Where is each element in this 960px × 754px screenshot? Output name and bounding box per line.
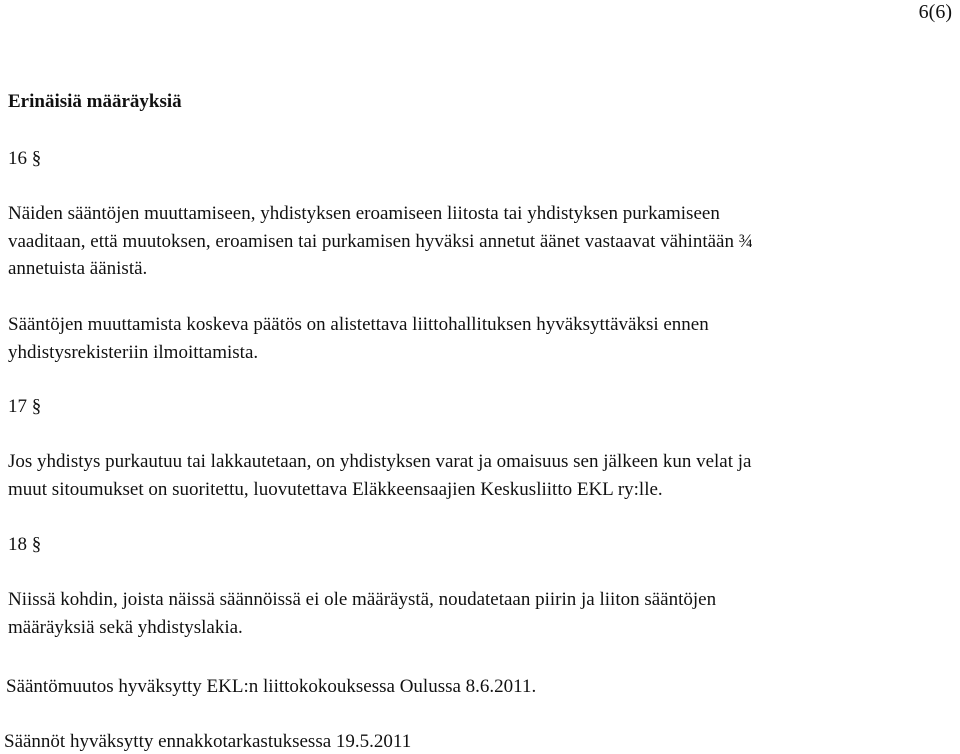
paragraph-line: Jos yhdistys purkautuu tai lakkautetaan, on yhdistyksen varat ja omaisuus sen jälkeen kun velat ja (8, 451, 752, 472)
preliminary-approval-note: Säännöt hyväksytty ennakkotarkastuksessa 19.5.2011 (4, 731, 412, 752)
page-number: 6(6) (918, 1, 952, 23)
section-mark-18: 18 § (8, 534, 42, 555)
amendment-approval-note: Sääntömuutos hyväksytty EKL:n liittokokouksessa Oulussa 8.6.2011. (6, 676, 537, 697)
paragraph-line: Niissä kohdin, joista näissä säännöissä ei ole määräystä, noudatetaan piirin ja liiton sääntöjen (8, 589, 717, 610)
paragraph-line: annetuista äänistä. (8, 258, 148, 279)
section-heading: Erinäisiä määräyksiä (8, 91, 182, 112)
section-mark-16: 16 § (8, 148, 42, 169)
paragraph-line: määräyksiä sekä yhdistyslakia. (8, 617, 243, 638)
paragraph-line: yhdistysrekisteriin ilmoittamista. (8, 342, 259, 363)
paragraph-line: Näiden sääntöjen muuttamiseen, yhdistyksen eroamiseen liitosta tai yhdistyksen purkamiseen (8, 203, 720, 224)
paragraph-line: muut sitoumukset on suoritettu, luovutettava Eläkkeensaajien Keskusliitto EKL ry:lle. (8, 479, 663, 500)
paragraph-line: vaaditaan, että muutoksen, eroamisen tai purkamisen hyväksi annetut äänet vastaavat vähintään ¾ (8, 231, 753, 252)
paragraph-line: Sääntöjen muuttamista koskeva päätös on alistettava liittohallituksen hyväksyttäväksi ennen (8, 314, 709, 335)
section-mark-17: 17 § (8, 396, 42, 417)
